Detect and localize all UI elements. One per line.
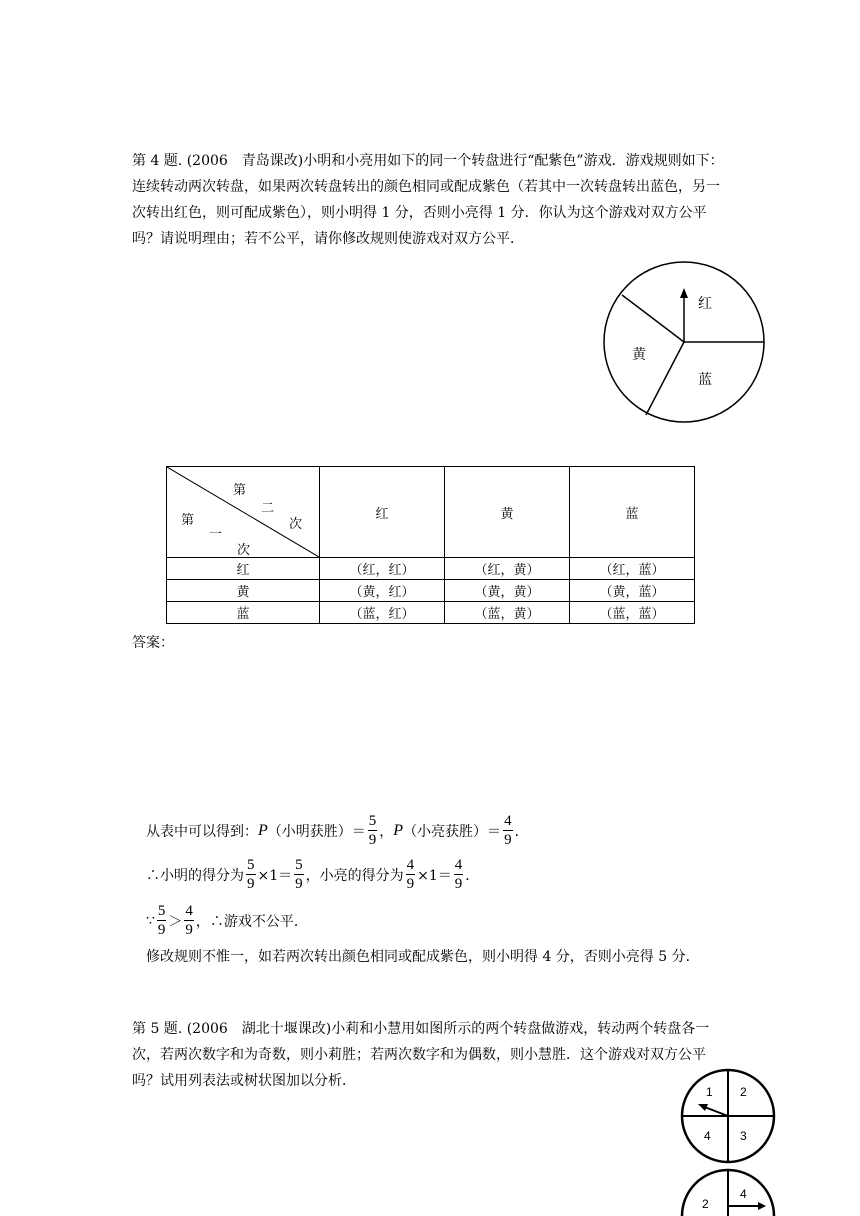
solution-text: ∴小明的得分为 bbox=[146, 867, 244, 884]
solution-text: ×1＝ bbox=[417, 867, 452, 884]
table-cell: （蓝，红） bbox=[320, 602, 445, 624]
solution-text: （小亮获胜）＝ bbox=[403, 823, 502, 840]
because-symbol: ∵ bbox=[146, 912, 155, 929]
sector-number: 4 bbox=[704, 1129, 711, 1143]
pointer-arrowhead-icon bbox=[758, 1202, 766, 1210]
fraction-4-9: $\frac{4}{9}$ bbox=[454, 857, 463, 892]
table-row bbox=[167, 602, 695, 624]
solution-text: ，小亮的得分为 bbox=[305, 867, 404, 884]
corner-label: 一 bbox=[209, 527, 223, 542]
table-header-row bbox=[167, 467, 695, 558]
fraction-4-9: $\frac{4}{9}$ bbox=[185, 903, 193, 938]
fraction-5-9: $\frac{5}{9}$ bbox=[157, 903, 166, 938]
solution-text: ×1＝ bbox=[257, 867, 293, 884]
sector-number: 3 bbox=[740, 1129, 747, 1143]
table-row bbox=[167, 580, 695, 602]
solution-text: ． bbox=[514, 823, 529, 840]
pointer-arrowhead-icon bbox=[698, 1104, 708, 1111]
table-cell: （蓝，蓝） bbox=[570, 602, 695, 624]
probability-symbol: P bbox=[393, 821, 404, 839]
probability-symbol: P bbox=[258, 821, 268, 839]
corner-label: 二 bbox=[261, 501, 275, 516]
table-cell: （黄，蓝） bbox=[570, 580, 695, 602]
solution-text: 从表中可以得到： bbox=[146, 823, 258, 840]
sector-number: 4 bbox=[740, 1187, 747, 1201]
solution-line-3 bbox=[146, 902, 308, 939]
fraction-5-9: $\frac{5}{9}$ bbox=[295, 857, 303, 892]
spinner-divider bbox=[646, 342, 684, 415]
row-header: 黄 bbox=[167, 580, 320, 602]
table-row bbox=[167, 558, 695, 580]
fraction-4-9: $\frac{4}{9}$ bbox=[406, 857, 415, 892]
solution-line-1 bbox=[146, 812, 529, 849]
answer-label: 答案： bbox=[132, 635, 174, 651]
solution-line-2 bbox=[146, 856, 479, 893]
outcome-table bbox=[166, 466, 695, 624]
solution-text: ． bbox=[465, 867, 480, 884]
fraction-5-9: $\frac{5}{9}$ bbox=[247, 857, 255, 892]
sector-number: 2 bbox=[702, 1197, 709, 1211]
corner-label: 次 bbox=[289, 517, 303, 532]
row-header: 红 bbox=[167, 558, 320, 580]
corner-label: 第 bbox=[181, 513, 195, 528]
corner-label: 第 bbox=[233, 483, 247, 498]
table-corner-cell bbox=[167, 467, 320, 558]
fraction-5-9: $\frac{5}{9}$ bbox=[368, 813, 377, 848]
solution-text: ，∴游戏不公平． bbox=[195, 913, 308, 930]
table-cell: （黄，红） bbox=[320, 580, 445, 602]
solution-line-4: 修改规则不惟一，如若两次转出颜色相同或配成紫色，则小明得 4 分，否则小亮得 5 分． bbox=[146, 949, 700, 965]
pointer-arrowhead-icon bbox=[680, 288, 688, 298]
spinner-label-red: 红 bbox=[698, 296, 712, 312]
number-spinner-1-figure bbox=[678, 1066, 778, 1166]
table-cell: （红，黄） bbox=[445, 558, 570, 580]
spinner-divider bbox=[622, 295, 684, 342]
column-header: 蓝 bbox=[570, 467, 695, 558]
solution-text: ， bbox=[379, 823, 394, 840]
solution-text: ＞ bbox=[168, 913, 183, 930]
sector-number: 2 bbox=[740, 1085, 747, 1099]
number-spinner-2-figure bbox=[678, 1166, 778, 1216]
row-header: 蓝 bbox=[167, 602, 320, 624]
solution-text: （小明获胜）＝ bbox=[267, 823, 366, 840]
color-spinner-figure bbox=[600, 260, 768, 424]
question-4-text: 第 4 题. (2006 青岛课改)小明和小亮用如下的同一个转盘进行“配紫色”游戏．游戏规则如下：连续转动两次转盘，如果两次转盘转出的颜色相同或配成紫色（若其中一次转盘转出蓝色，另一次转出红色，则可配成紫色），则小明得 1 分，否则小亮得 1 分．你认为这个游戏对双方公平吗？请说明理由；若不公平，请你修改规则使游戏对双方公平． bbox=[132, 153, 724, 247]
table-cell: （黄，黄） bbox=[445, 580, 570, 602]
question-5-text: 第 5 题. (2006 湖北十堰课改)小莉和小慧用如图所示的两个转盘做游戏，转动两个转盘各一次，若两次数字和为奇数，则小莉胜；若两次数字和为偶数，则小慧胜．这个游戏对双方公平吗？试用列表法或树状图加以分析． bbox=[132, 1021, 710, 1089]
table-cell: （红，红） bbox=[320, 558, 445, 580]
fraction-4-9: $\frac{4}{9}$ bbox=[504, 813, 512, 848]
corner-label: 次 bbox=[237, 543, 251, 558]
table-cell: （红，蓝） bbox=[570, 558, 695, 580]
spinner-label-yellow: 黄 bbox=[632, 347, 646, 363]
column-header: 黄 bbox=[445, 467, 570, 558]
table-cell: （蓝，黄） bbox=[445, 602, 570, 624]
column-header: 红 bbox=[320, 467, 445, 558]
spinner-label-blue: 蓝 bbox=[698, 372, 712, 388]
sector-number: 1 bbox=[706, 1085, 713, 1099]
